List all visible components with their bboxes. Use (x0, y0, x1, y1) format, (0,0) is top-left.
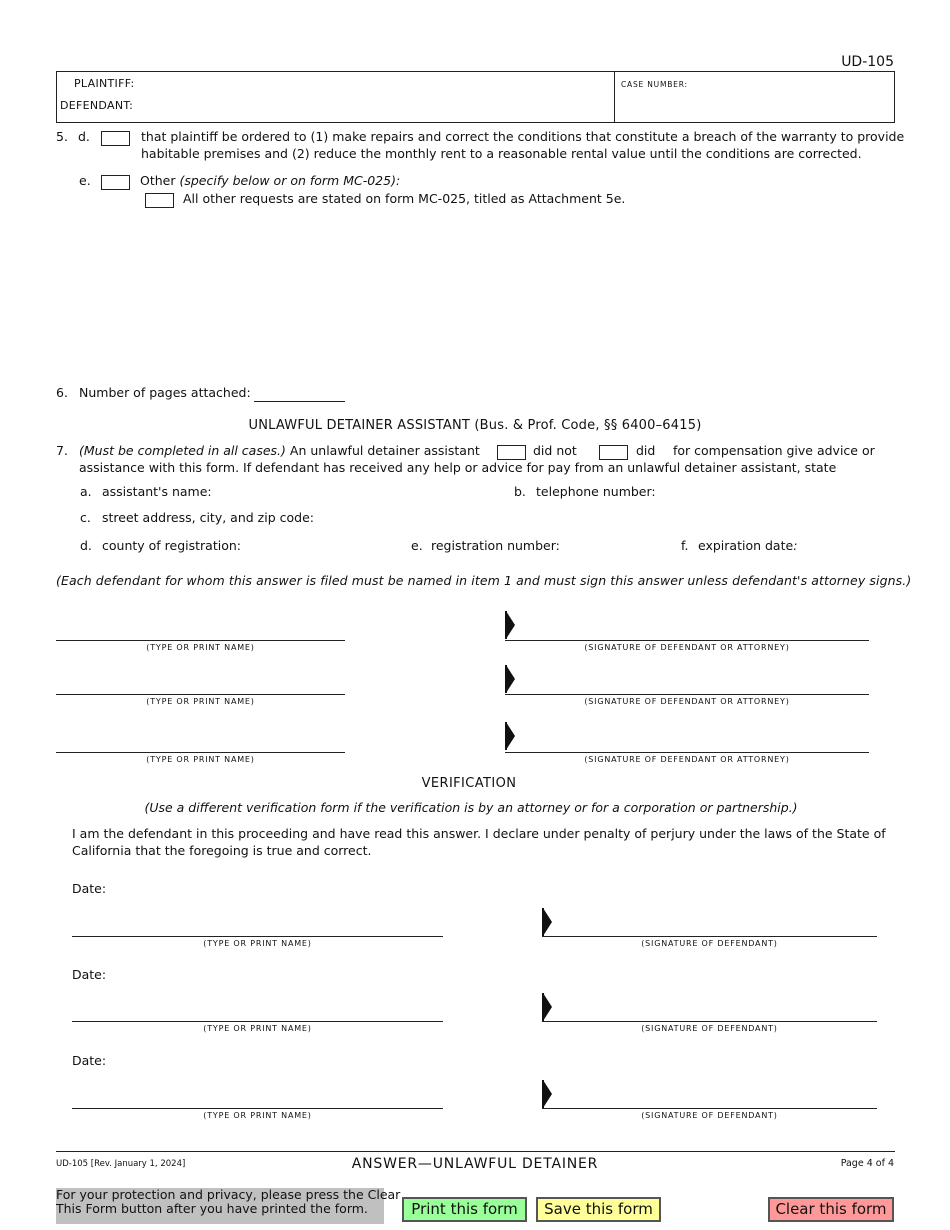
verif-name-line-2 (72, 1021, 443, 1022)
item7-number: 7. (56, 443, 68, 458)
verif-name-caption-2: (TYPE OR PRINT NAME) (203, 1024, 312, 1033)
date-input-1[interactable] (108, 879, 308, 897)
item7-line2: assistance with this form. If defendant has received any help or advice for pay from an unlawful detainer assistant, state (79, 460, 837, 475)
verif-signature-line-2 (542, 1021, 877, 1022)
print-name-input-3[interactable] (56, 730, 345, 750)
verif-signature-caption-1: (SIGNATURE OF DEFENDANT) (641, 939, 778, 948)
item7-text-b: for compensation give advice or (673, 443, 875, 458)
verification-declaration-2: California that the foregoing is true and correct. (72, 843, 372, 858)
item5e-checkbox[interactable] (101, 175, 130, 190)
signature-note: (Each defendant for whom this answer is filed must be named in item 1 and must sign this answer unless defendant's attorney signs.) (56, 573, 912, 588)
print-name-input-1[interactable] (56, 618, 345, 638)
date-input-3[interactable] (108, 1051, 308, 1069)
item5e-attachment-checkbox[interactable] (145, 193, 174, 208)
uda-heading: UNLAWFUL DETAINER ASSISTANT (Bus. & Prof. Code, §§ 6400–6415) (248, 418, 702, 433)
item7a-text: assistant's name: (102, 484, 212, 499)
verif-arrow-icon-1 (543, 908, 552, 936)
assistant-name-input[interactable] (212, 482, 502, 500)
verif-name-input-1[interactable] (72, 914, 443, 934)
print-name-caption-2: (TYPE OR PRINT NAME) (146, 697, 255, 706)
pages-attached-input[interactable] (254, 384, 345, 401)
defendant-label: DEFENDANT: (60, 99, 134, 112)
verif-signature-line-3 (542, 1108, 877, 1109)
signature-caption-3: (SIGNATURE OF DEFENDANT OR ATTORNEY) (584, 755, 790, 764)
verif-name-line-1 (72, 936, 443, 937)
item7a-letter: a. (80, 484, 92, 499)
case-number-field[interactable] (620, 94, 890, 118)
did-checkbox[interactable] (599, 445, 628, 460)
footer-revision: UD-105 [Rev. January 1, 2024] (56, 1159, 186, 1169)
item5e-other: Other (140, 173, 176, 188)
verif-name-caption-1: (TYPE OR PRINT NAME) (203, 939, 312, 948)
privacy-notice (56, 1187, 401, 1224)
print-name-caption-1: (TYPE OR PRINT NAME) (146, 643, 255, 652)
verif-signature-line-1 (542, 936, 877, 937)
clear-form-button[interactable]: Clear this form (768, 1197, 894, 1222)
print-name-input-2[interactable] (56, 672, 345, 692)
item7d-text: county of registration: (102, 538, 241, 553)
save-form-button[interactable]: Save this form (536, 1197, 661, 1222)
date-label-2: Date: (72, 967, 107, 982)
item5-number: 5. (56, 129, 68, 144)
date-label-1: Date: (72, 881, 107, 896)
expiration-date-input[interactable] (797, 536, 890, 554)
item7f-letter: f. (681, 538, 689, 553)
signature-caption-2: (SIGNATURE OF DEFENDANT OR ATTORNEY) (584, 697, 790, 706)
item7d-letter: d. (80, 538, 92, 553)
privacy-line-2: This Form button after you have printed the form. (56, 1201, 368, 1216)
print-name-line-3 (56, 752, 345, 753)
form-id: UD-105 (841, 54, 894, 70)
verif-signature-caption-3: (SIGNATURE OF DEFENDANT) (641, 1111, 778, 1120)
signature-line-2 (505, 694, 869, 695)
verif-arrow-icon-2 (543, 993, 552, 1021)
item7c-letter: c. (80, 510, 91, 525)
verif-name-line-3 (72, 1108, 443, 1109)
print-name-line-2 (56, 694, 345, 695)
signature-arrow-icon-1 (506, 611, 515, 639)
print-name-caption-3: (TYPE OR PRINT NAME) (146, 755, 255, 764)
did-not-label: did not (533, 443, 577, 458)
item5e-other-input[interactable] (140, 212, 890, 372)
signature-line-3 (505, 752, 869, 753)
item5d-text-2: habitable premises and (2) reduce the monthly rent to a reasonable rental value until the conditions are corrected. (141, 146, 862, 161)
item7b-text: telephone number: (536, 484, 656, 499)
item7f-label: expiration date (698, 538, 794, 553)
item6-number: 6. (56, 385, 68, 400)
item5d-letter: d. (78, 129, 90, 144)
item7b-letter: b. (514, 484, 526, 499)
print-name-line-1 (56, 640, 345, 641)
footer-rule (56, 1151, 895, 1152)
date-label-3: Date: (72, 1053, 107, 1068)
plaintiff-label: PLAINTIFF: (74, 77, 135, 90)
verification-heading: VERIFICATION (421, 776, 517, 791)
item7-italic-lead: (Must be completed in all cases.) (79, 443, 286, 458)
item5e-instruction: (specify below or on form MC-025): (179, 173, 401, 188)
did-label: did (636, 443, 656, 458)
pages-attached-line (254, 401, 345, 402)
verif-name-input-2[interactable] (72, 999, 443, 1019)
verif-signature-caption-2: (SIGNATURE OF DEFENDANT) (641, 1024, 778, 1033)
signature-line-1 (505, 640, 869, 641)
did-not-checkbox[interactable] (497, 445, 526, 460)
print-form-button[interactable]: Print this form (402, 1197, 527, 1222)
item5e-letter: e. (79, 173, 91, 188)
verification-declaration-1: I am the defendant in this proceeding and have read this answer. I declare under penalty of perjury under the laws of the State of (72, 826, 886, 841)
registration-number-input[interactable] (558, 536, 673, 554)
signature-arrow-icon-2 (506, 665, 515, 693)
street-address-input[interactable] (313, 508, 890, 526)
item7c-text: street address, city, and zip code: (102, 510, 314, 525)
privacy-line-1: For your protection and privacy, please press the Clear (56, 1187, 401, 1202)
item6-text: Number of pages attached: (79, 385, 251, 400)
item7f-text (698, 538, 797, 553)
footer-title: ANSWER—UNLAWFUL DETAINER (351, 1156, 599, 1172)
item7-lead (79, 443, 480, 458)
item5d-text-1: that plaintiff be ordered to (1) make repairs and correct the conditions that constitute a breach of the warranty to provide (141, 129, 905, 144)
item7-text-a: An unlawful detainer assistant (289, 443, 480, 458)
item7e-text: registration number: (431, 538, 560, 553)
verification-note: (Use a different verification form if the verification is by an attorney or for a corporation or partnership.) (144, 800, 798, 815)
defendant-field[interactable] (142, 97, 610, 117)
plaintiff-field[interactable] (142, 74, 610, 94)
item7e-letter: e. (411, 538, 423, 553)
footer-page-number: Page 4 of 4 (840, 1158, 894, 1169)
item5e-attachment-text: All other requests are stated on form MC-025, titled as Attachment 5e. (183, 191, 626, 206)
county-input[interactable] (238, 536, 403, 554)
verif-name-input-3[interactable] (72, 1086, 443, 1106)
item7f-colon: : (793, 538, 798, 553)
item5d-checkbox[interactable] (101, 131, 130, 146)
signature-arrow-icon-3 (506, 722, 515, 750)
item5e-text (140, 173, 400, 188)
case-number-label: CASE NUMBER: (621, 80, 688, 89)
signature-caption-1: (SIGNATURE OF DEFENDANT OR ATTORNEY) (584, 643, 790, 652)
telephone-input[interactable] (656, 482, 890, 500)
verif-arrow-icon-3 (543, 1080, 552, 1108)
date-input-2[interactable] (108, 965, 308, 983)
caption-divider (614, 72, 615, 122)
verif-name-caption-3: (TYPE OR PRINT NAME) (203, 1111, 312, 1120)
